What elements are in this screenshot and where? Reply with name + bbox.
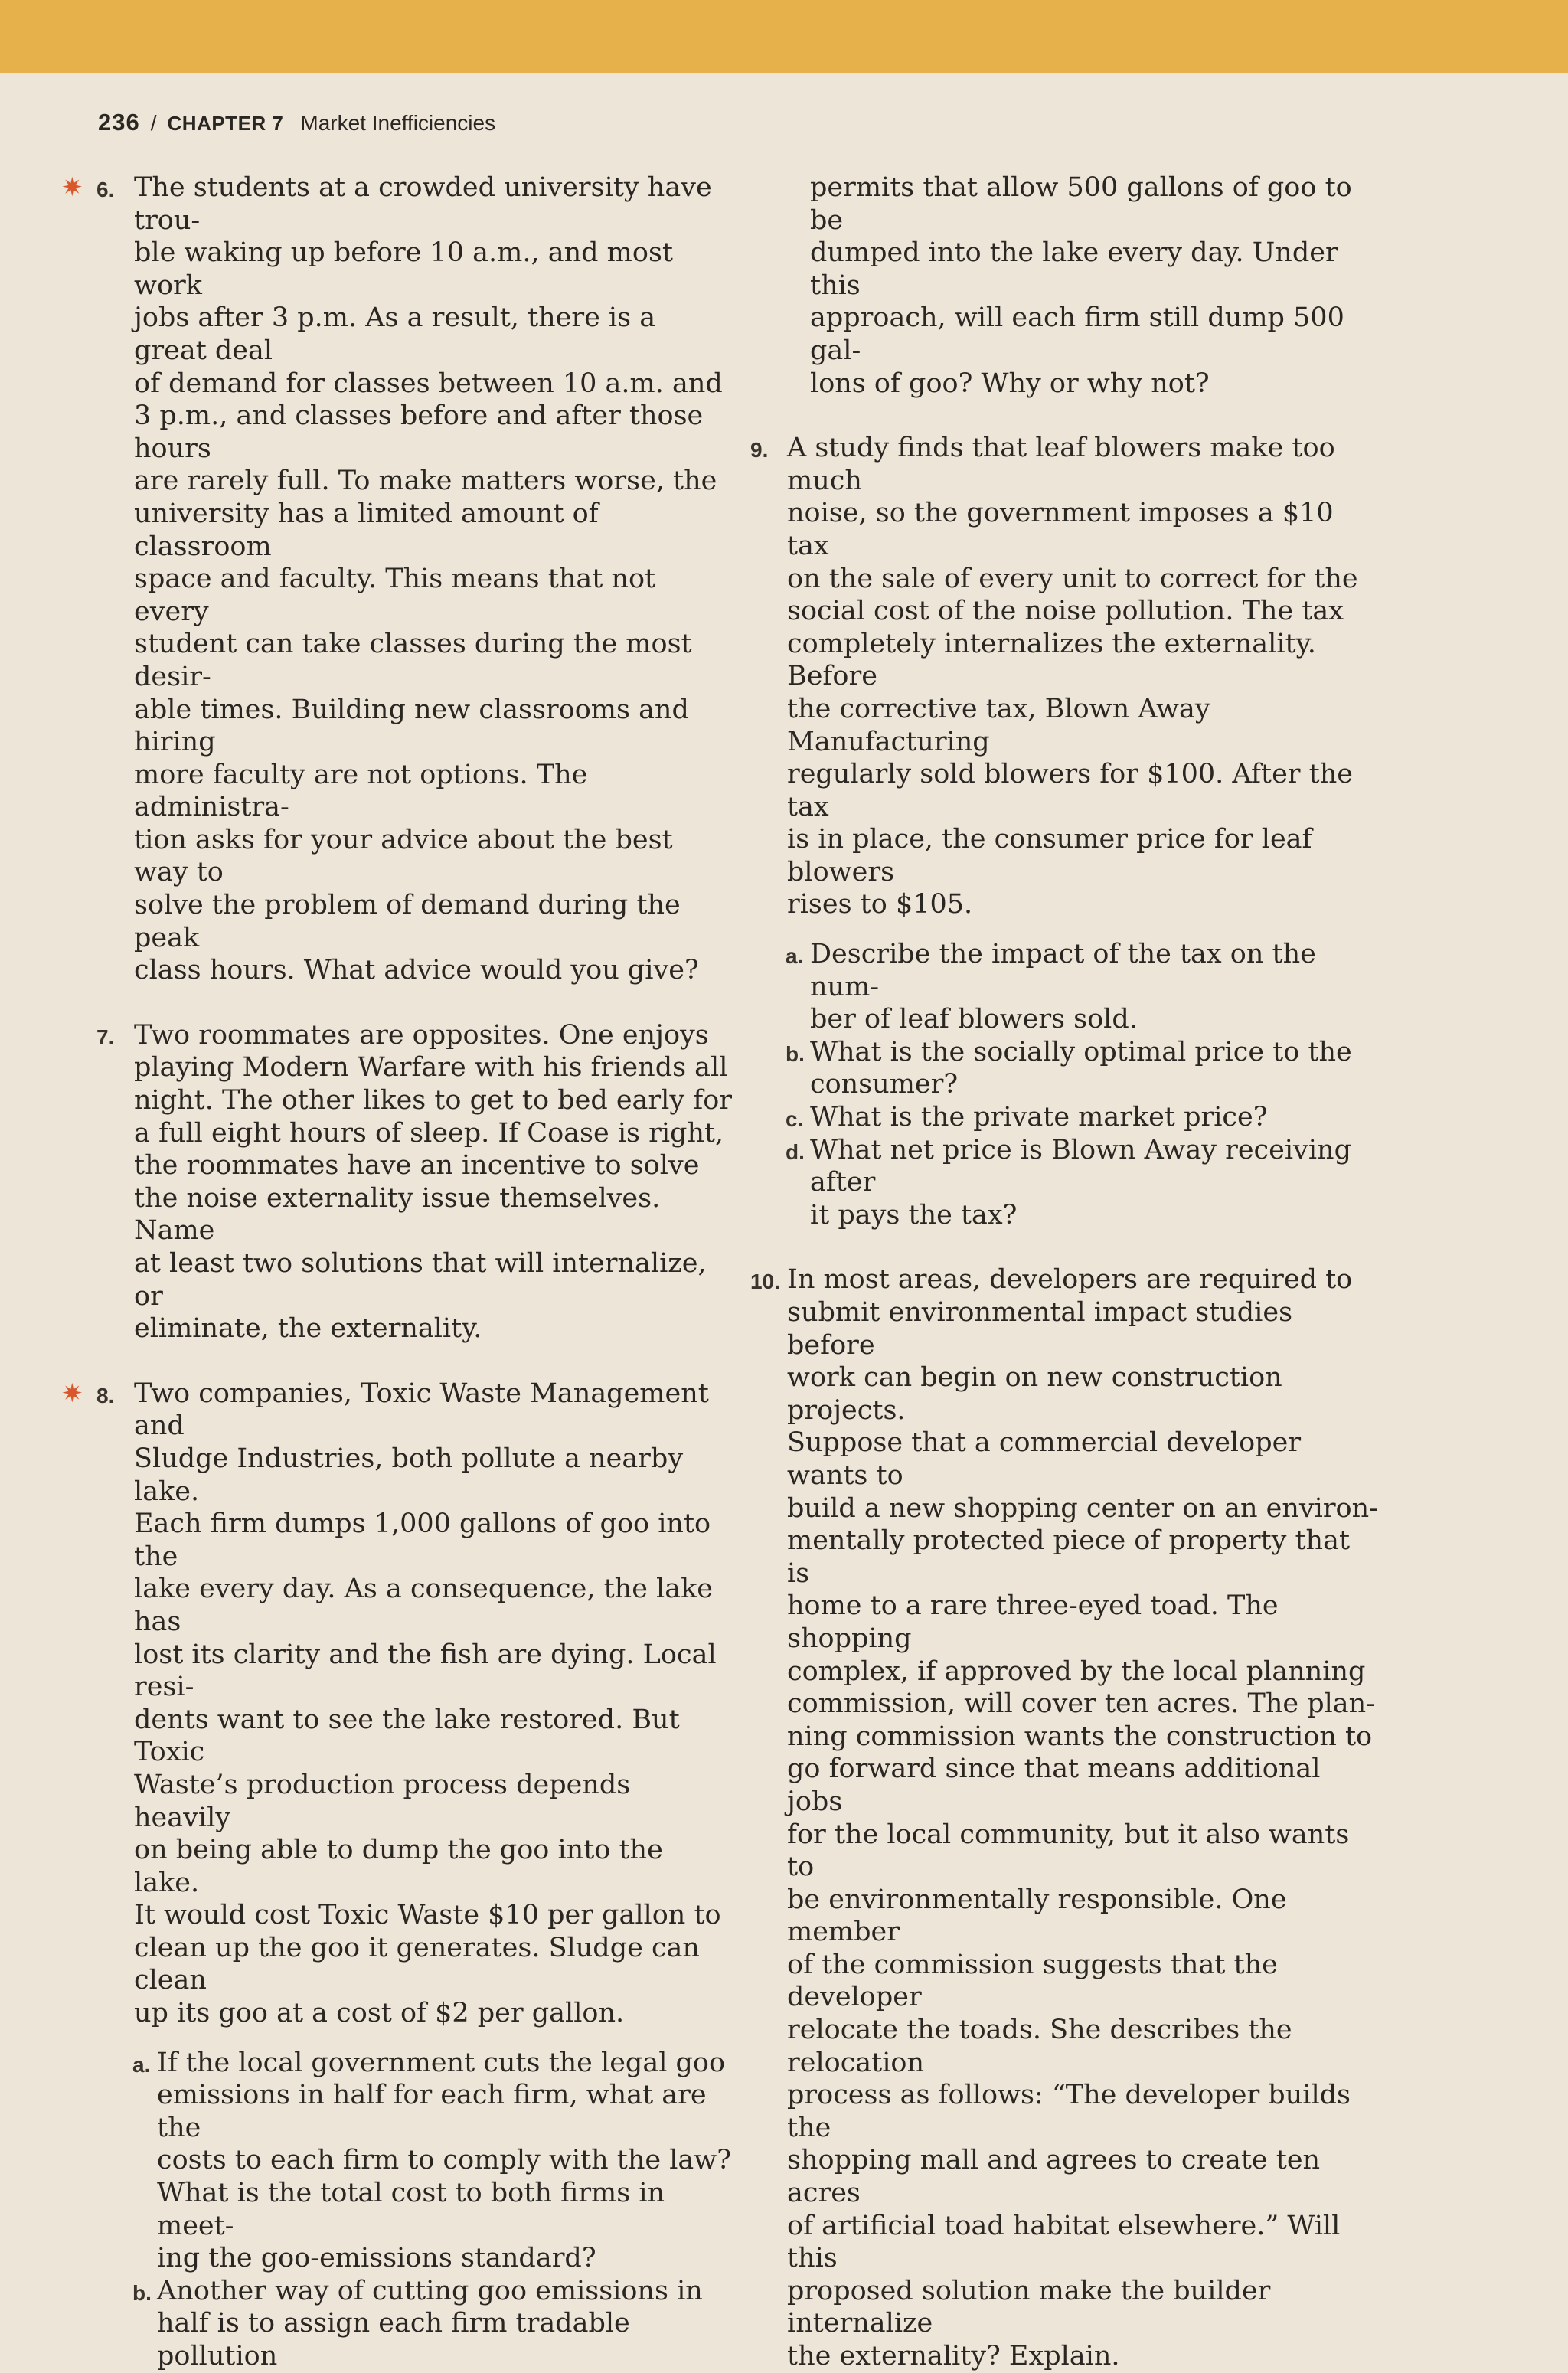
text-line: university has a limited amount of classroom [134, 498, 599, 562]
text-line: ble waking up before 10 a.m., and most work [134, 237, 673, 301]
sub-question-d [735, 1134, 1378, 1232]
text-line: space and faculty. This means that not every [134, 564, 656, 627]
text-line: on the sale of every unit to correct for the [787, 563, 1358, 594]
challenge-star-icon: ✷ [61, 172, 83, 203]
problem-text [134, 172, 735, 987]
text-line: is in place, the consumer price for leaf blowers [787, 824, 1312, 887]
text-line: lake every day. As a consequence, the lake has [134, 1574, 714, 1637]
text-line: build a new shopping center on an environ- [787, 1492, 1378, 1524]
sub-question-text [157, 2275, 735, 2373]
text-line: half is to assign each firm tradable pollution [157, 2308, 630, 2371]
sub-question-label: b. [786, 1041, 805, 1066]
left-column [61, 172, 735, 2373]
sub-question-a [61, 2047, 735, 2275]
text-line: proposed solution make the builder internalize [787, 2275, 1271, 2339]
challenge-star-icon: ✷ [61, 1378, 83, 1409]
sub-question-text [810, 1134, 1378, 1232]
problem-9 [735, 432, 1378, 1231]
sub-question-text [157, 2047, 735, 2275]
text-line: regularly sold blowers for $100. After the tax [787, 759, 1353, 822]
header-separator: / [150, 111, 157, 135]
problem-number: 6. [96, 178, 115, 201]
text-line: home to a rare three-eyed toad. The shopping [787, 1590, 1279, 1654]
running-head [98, 109, 495, 136]
problem-number: 9. [750, 438, 769, 463]
problem-text [134, 1019, 735, 1345]
text-line: jobs after 3 p.m. As a result, there is a great deal [134, 302, 656, 366]
text-line: approach, will each firm still dump 500 gal- [810, 302, 1344, 366]
text-line: commission, will cover ten acres. The plan- [787, 1688, 1376, 1720]
text-line: Another way of cutting goo emissions in [157, 2275, 703, 2306]
text-line: A study finds that leaf blowers make too much [787, 433, 1335, 496]
sub-question-label: c. [786, 1107, 804, 1132]
text-line: of artificial toad habitat elsewhere.” Will this [787, 2210, 1341, 2274]
text-line: costs to each firm to comply with the law? [157, 2145, 732, 2176]
sub-question-b [735, 1036, 1378, 1101]
text-line: complex, if approved by the local planning [787, 1656, 1366, 1687]
text-line: student can take classes during the most desir- [134, 629, 692, 692]
sub-question-label: a. [786, 944, 804, 969]
problem-number: 7. [96, 1025, 115, 1049]
text-line: the corrective tax, Blown Away Manufacturing [787, 693, 1210, 757]
text-line: rises to $105. [787, 889, 973, 920]
text-line: emissions in half for each firm, what are the [157, 2080, 707, 2143]
text-line: eliminate, the externality. [134, 1313, 482, 1345]
text-line: a full eight hours of sleep. If Coase is right, [134, 1117, 724, 1149]
text-line: mentally protected piece of property that is [787, 1525, 1351, 1589]
problem-6 [61, 172, 735, 987]
sub-question-label: b. [132, 2280, 152, 2305]
text-line: of demand for classes between 10 a.m. and [134, 368, 723, 399]
text-line: 3 p.m., and classes before and after those hours [134, 400, 704, 464]
sub-question-text [810, 1036, 1378, 1101]
text-line: be environmentally responsible. One member [787, 1884, 1287, 1948]
text-line: solve the problem of demand during the peak [134, 890, 681, 953]
sub-question-label: d. [786, 1139, 805, 1164]
problem-text [134, 1378, 735, 2030]
text-line: the roommates have an incentive to solve [134, 1150, 700, 1182]
page-number: 236 [98, 109, 140, 136]
text-line: it pays the tax? [810, 1199, 1018, 1231]
text-line: shopping mall and agrees to create ten acres [787, 2145, 1321, 2209]
text-line: ing the goo-emissions standard? [157, 2243, 596, 2274]
text-line: dumped into the lake every day. Under this [810, 237, 1338, 301]
text-line: are rarely full. To make matters worse, the [134, 466, 717, 497]
text-line: Suppose that a commercial developer wants to [787, 1427, 1302, 1491]
sub-question-text [810, 938, 1378, 1036]
text-line: dents want to see the lake restored. But Toxic [134, 1704, 680, 1768]
text-line: at least two solutions that will internalize, or [134, 1248, 707, 1312]
text-line: If the local government cuts the legal goo [157, 2047, 726, 2078]
chapter-title: Market Inefficiencies [300, 111, 496, 135]
text-line: In most areas, developers are required to [787, 1264, 1353, 1296]
sub-questions [61, 2047, 735, 2373]
sub-question-c [735, 1101, 1378, 1134]
text-line: Each firm dumps 1,000 gallons of goo into the [134, 1508, 711, 1572]
text-line: What is the private market price? [810, 1102, 1268, 1133]
top-color-band [0, 0, 1568, 73]
text-line: the externality? Explain. [787, 2341, 1120, 2371]
text-line: noise, so the government imposes a $10 tax [787, 498, 1334, 561]
problem-number: 10. [750, 1270, 780, 1294]
text-line: go forward since that means additional jobs [787, 1754, 1321, 1817]
sub-questions [735, 938, 1378, 1231]
text-line: clean up the goo it generates. Sludge can clean [134, 1932, 700, 1996]
problem-7 [61, 1019, 735, 1345]
sub-question-label: a. [132, 2052, 151, 2077]
text-line: tion asks for your advice about the best way to [134, 824, 673, 888]
text-line: ber of leaf blowers sold. [810, 1004, 1138, 1035]
text-line: lons of goo? Why or why not? [810, 368, 1210, 399]
text-line: consumer? [810, 1069, 959, 1100]
text-line: social cost of the noise pollution. The tax [787, 596, 1344, 627]
problem-text [787, 1263, 1378, 2372]
problem-number: 8. [96, 1383, 115, 1407]
sub-question-a [735, 938, 1378, 1036]
text-line: on being able to dump the goo into the lake. [134, 1835, 663, 1898]
text-line: for the local community, but it also wants to [787, 1819, 1350, 1883]
chapter-label: CHAPTER 7 [167, 112, 284, 135]
text-line: ning commission wants the construction to [787, 1721, 1373, 1752]
text-line: submit environmental impact studies before [787, 1297, 1293, 1361]
problem-text [787, 432, 1378, 921]
text-line: up its goo at a cost of $2 per gallon. [134, 1998, 625, 2029]
text-line: Two companies, Toxic Waste Management and [134, 1378, 709, 1442]
text-line: What net price is Blown Away receiving after [810, 1134, 1351, 1198]
right-column [735, 172, 1378, 2373]
problem-8-b-continuation [810, 172, 1378, 400]
text-line: class hours. What advice would you give? [134, 955, 699, 986]
text-line: It would cost Toxic Waste $10 per gallon to [134, 1900, 721, 1931]
text-line: lost its clarity and the fish are dying. Local resi- [134, 1639, 717, 1703]
text-line: process as follows: “The developer builds the [787, 2080, 1351, 2143]
text-line: playing Modern Warfare with his friends all [134, 1052, 728, 1084]
text-line: night. The other likes to get to bed early for [134, 1085, 733, 1116]
sub-question-text [810, 1101, 1378, 1134]
text-line: work can begin on new construction projects. [787, 1362, 1282, 1426]
text-line: relocate the toads. She describes the relocation [787, 2015, 1292, 2078]
text-line: more faculty are not options. The administra- [134, 759, 588, 823]
text-line: Describe the impact of the tax on the num- [810, 939, 1316, 1002]
text-line: of the commission suggests that the developer [787, 1949, 1278, 2013]
text-line: What is the total cost to both firms in meet- [157, 2178, 665, 2241]
text-line: What is the socially optimal price to the [810, 1036, 1352, 1067]
text-line: Waste’s production process depends heavily [134, 1769, 631, 1833]
text-line: Sludge Industries, both pollute a nearby lake. [134, 1443, 684, 1507]
text-line: The students at a crowded university have trou- [134, 172, 712, 236]
text-line: completely internalizes the externality. Before [787, 628, 1316, 692]
text-line: Two roommates are opposites. One enjoys [134, 1019, 709, 1051]
problem-10 [735, 1263, 1378, 2372]
text-line: able times. Building new classrooms and hiring [134, 694, 689, 758]
sub-question-b [61, 2275, 735, 2373]
problem-8 [61, 1378, 735, 2373]
text-line: the noise externality issue themselves. Name [134, 1182, 661, 1247]
text-line: permits that allow 500 gallons of goo to be [810, 172, 1352, 236]
